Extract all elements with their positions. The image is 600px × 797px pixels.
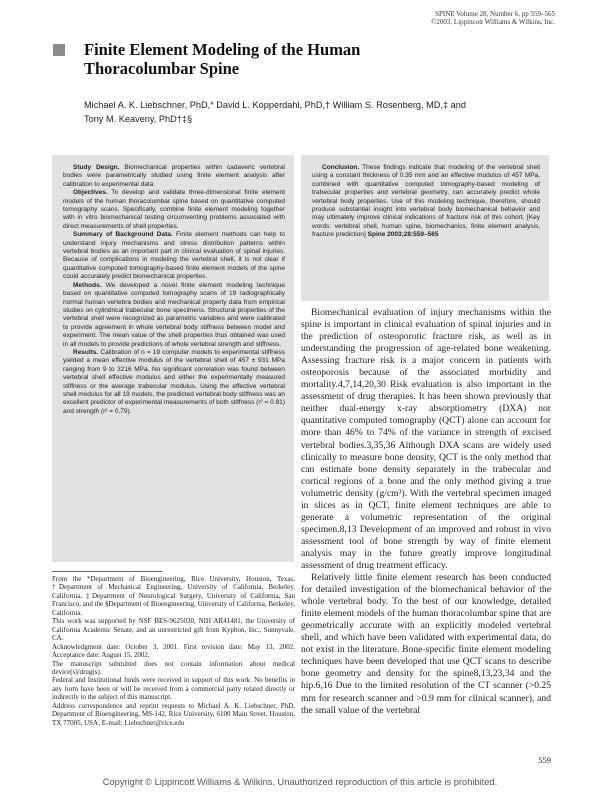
journal-copyright: ©2003, Lippincott Williams & Wilkins, Inc.	[431, 18, 555, 26]
body-paragraph-1: Biomechanical evaluation of injury mechanisms within the spine is important in clinical evaluation of spinal injuries and in the prediction of osteoporotic fracture risk, as well as in understanding the progression of age-related bone weakening. Assessing fracture risk is a major concern in patients with osteoporosis because of the associated morbidity and mortality.4,7,14,20,30 Risk evaluation is also important in the assessment of drug therapies. It has been shown previously that neither dual-energy x-ray absorptiometry (DXA) nor quantitative computed tomography (QCT) alone can account for more than 46% to 74% of the variance in strength of excised vertebral bodies.3,35,36 Although DXA scans are widely used clinically to measure bone density, QCT is the only method that can estimate bone density separately in the trabecular and cortical regions of a bone and the only method giving a true volumetric density (g/cm³). With the vertebral specimen imaged in slices as in QCT, finite element techniques are able to generate a volumetric representation of the original specimen.8,13 Development of an improved and robust in vivo assessment tool of bone strength by way of finite element analysis may in the future greatly improve longitudinal assessment of drug treatment efficacy.	[301, 307, 551, 571]
results-text: Calibration of n = 19 computer models to experimental stiffness yielded a mean effective modulus of the vertebral shell of 457 ± 931 MPa ranging from 9 to 3216 MPa. No significant correlation was found between vertebral shell effective modulus and either the experimentally measured stiffness or the average trabecular modulus. Using the effective vertebral shell modulus for all 19 models, the predicted vertebral body stiffness was an excellent predictor of experimental measurements of both stiffness (r² = 0.81) and strength (r² = 0.79).	[63, 348, 285, 415]
abstract-methods	[63, 282, 285, 349]
authors-line-1: Michael A. K. Liebschner, PhD,* David L. Kopperdahl, PhD,† William S. Rosenberg, MD,‡ and	[84, 100, 466, 110]
article-title	[84, 40, 524, 78]
abstract-background	[63, 231, 285, 281]
journal-header	[255, 10, 555, 26]
spine-citation: Spine 2003;28:559–565	[367, 231, 439, 239]
study-design-label: Study Design.	[73, 164, 120, 171]
footnotes	[52, 575, 295, 727]
footnote-reprints: Address correspondence and reprint requests to Michael A. K. Liebschner, PhD, Department of Bioengineering, MS-142, Rice University, 6100 Main Street, Houston, TX 77005, USA; E-mail: Liebschner@rice.edu	[52, 701, 295, 727]
body-text	[301, 307, 551, 717]
methods-text: We developed a novel finite element modeling technique based on quantitative computed tomography scans of 19 radiographically normal human vertebra bodies and mechanical property data from empirical studies on cylindrical trabecular bone specimens. Structural properties of the vertebral shell were recognized as parametric variables and were calibrated to provide agreement in whole vertebral body stiffness between model and experiment. The mean value of the shell properties thus obtained was used in all models to provide predictions of whole vertebral strength and stiffness.	[63, 281, 285, 348]
footnote-funding: This work was supported by NSF BES-9625030, NIH AR41481, the University of California Academic Senate, and an unrestricted gift from Kyphon, Inc., Sunnyvale, CA.	[52, 617, 295, 643]
copyright-notice: Copyright © Lippincott Williams & Wilkins. Unauthorized reproduction of this article is prohibited.	[102, 777, 498, 787]
footnote-device: The manuscript submitted does not contain information about medical device(s)/drug(s).	[52, 659, 295, 676]
journal-citation: SPINE Volume 28, Number 6, pp 559–565	[435, 10, 555, 18]
objectives-label: Objectives.	[73, 189, 108, 197]
title-line-1: Finite Element Modeling of the Human	[84, 40, 361, 59]
title-marker-square	[53, 44, 65, 56]
objectives-text: To develop and validate three-dimensional finite element models of the human thoracolumbar spine based on quantitative computed tomography scans. Specifically, combine finite element modeling together with in vitro biomechanical testing circumventing problems associated with direct measurements of shell properties.	[63, 189, 285, 230]
author-list	[84, 99, 524, 126]
abstract-conclusion	[312, 164, 540, 240]
abstract-study-design	[63, 164, 285, 189]
page-number: 559	[538, 755, 551, 765]
body-paragraph-2: Relatively little finite element research has been conducted for detailed investigation of the biomechanical behavior of the whole vertebral body. To the best of our knowledge, detailed finite element models of the human thoracolumbar spine that are geometrically accurate with an explicitly modeled vertebral shell, and which have been validated with experimental data, do not exist in the literature. Bone-specific finite element modeling techniques have been developed that use QCT scans to describe bone geometry and density for the spine8,13,23,34 and the hip.6,16 Due to the limited resolution of the CT scanner (>0.25 mm for research scanner and >0.9 mm for clinical scanner), and the small value of the vertebral	[301, 572, 551, 716]
abstract-box-right	[301, 155, 549, 301]
background-text: Finite element methods can help to understand injury mechanisms and stress distribution patterns within vertebral bodies as an important part in clinical evaluation of spinal injuries. Because of complications in modeling the vertebral shell, it is not clear if quantitative computed tomography-based finite element models of the spine could accurately predict biomechanical properties.	[63, 231, 286, 281]
abstract-box-left	[52, 155, 294, 562]
authors-line-2: Tony M. Keaveny, PhD†‡§	[84, 113, 193, 124]
title-line-2: Thoracolumbar Spine	[84, 59, 240, 78]
footnote-divider	[52, 571, 162, 572]
results-label: Results.	[73, 348, 99, 356]
methods-label: Methods.	[73, 281, 102, 289]
footnote-funds: Federal and Institutional funds were received in support of this work. No benefits in any form have been or will be received from a commercial party related directly or indirectly to the subject of this manuscript.	[52, 676, 295, 702]
study-design-text: Biomechanical properties within cadaveric vertebral bodies were parametrically studied using finite element analysis after calibration to experimental data.	[63, 164, 286, 188]
conclusion-label: Conclusion.	[322, 164, 360, 171]
conclusion-text: These findings indicate that modeling of the vertebral shell using a constant thickness of 0.35 mm and an effective modulus of 457 MPa, combined with quantitative computed tomography-based modeling of trabecular properties and vertebral geometry, can accurately predict whole vertebral body properties. Use of this modeling technique, therefore, should produce substantial insight into vertebral body biomechanical behavior and may ultimately improve clinical indications of fracture risk of this cohort. [Key words: vertebral shell, human spine, biomechanics, finite element analysis, fracture prediction]	[312, 164, 540, 239]
abstract-results	[63, 349, 285, 416]
footnote-affiliations: From the *Department of Bioengineering, Rice University, Houston, Texas, †Department of Mechanical Engineering, University of California, Berkeley, California, ‡Department of Neurological Surgery, University of California, San Francisco, and the §Department of Bioengineering, University of California, Berkeley, California.	[52, 575, 295, 617]
background-label: Summary of Background Data.	[73, 231, 173, 239]
footnote-dates: Acknowledgment date: October 3, 2001. First revision date: May 13, 2002. Acceptance date: August 15, 2002.	[52, 642, 295, 660]
abstract-objectives	[63, 189, 285, 231]
